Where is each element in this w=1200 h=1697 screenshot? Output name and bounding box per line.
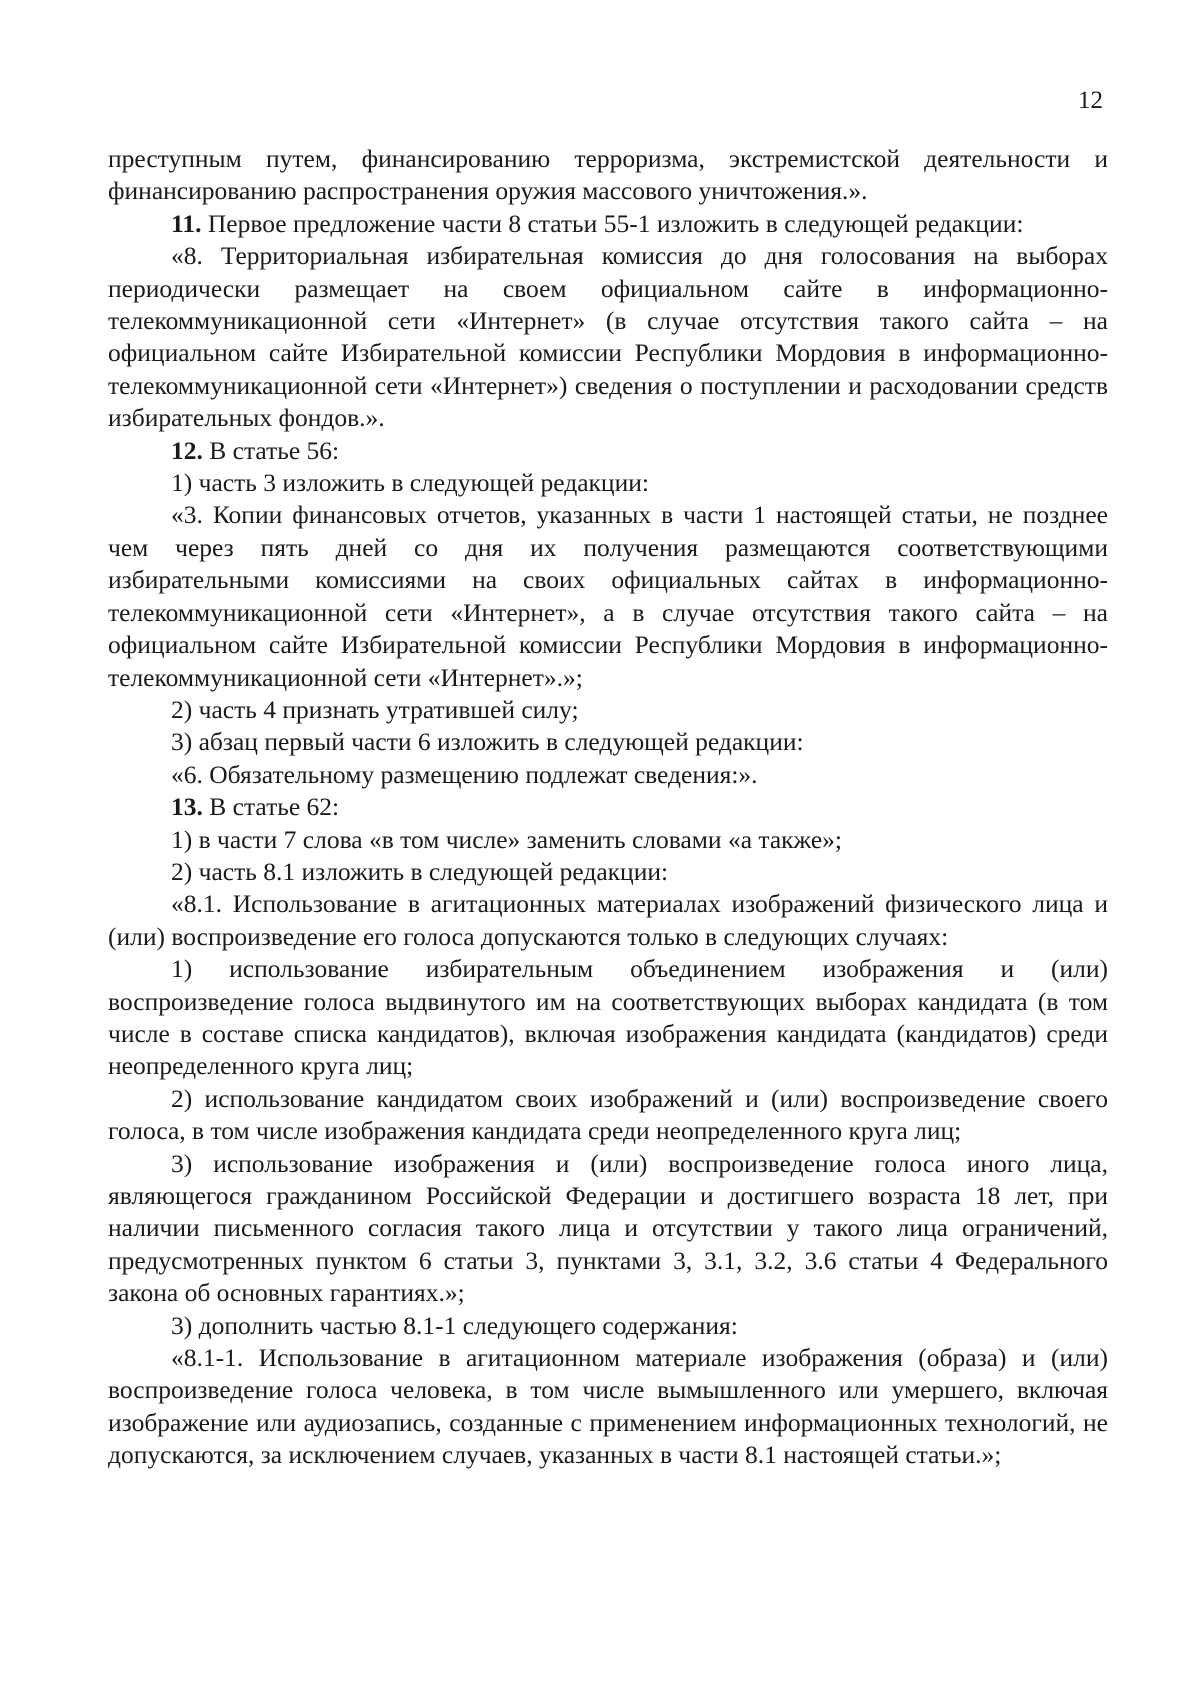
paragraph-text: Первое предложение части 8 статьи 55-1 изложить в следующей редакции: [201, 208, 1024, 238]
paragraph: 3) абзац первый части 6 изложить в следующей редакции: [171, 727, 804, 757]
paragraph: «8.1. Использование в агитационных материалах изображений физического лица и (или) воспроизведение его голоса допускаются только в следующих случаях: [108, 889, 1108, 951]
paragraph: «8.1-1. Использование в агитационном материале изображения (образа) и (или) воспроизведение голоса человека, в том числе вымышленного или умершего, включая изображение или аудиозапись, созданные с применением информационных технологий, не допускаются, за исключением случаев, указанных в части 8.1 настоящей статьи.»; [108, 1343, 1108, 1470]
paragraph: 1) в части 7 слова «в том числе» заменить словами «а также»; [171, 824, 842, 854]
paragraph: 1) использование избирательным объединением изображения и (или) воспроизведение голоса выдвинутого им на соответствующих выборах кандидата (в том числе в составе списка кандидатов), включая изображения кандидата (кандидатов) среди неопределенного круга лиц; [108, 954, 1108, 1081]
paragraph: 2) часть 4 признать утратившей силу; [171, 694, 579, 724]
page-number: 12 [1078, 87, 1103, 114]
paragraph: 3) использование изображения и (или) воспроизведение голоса иного лица, являющегося гражданином Российской Федерации и достигшего возраста 18 лет, при наличии письменного согласия такого лица и отсутствии у такого лица ограничений, предусмотренных пунктом 6 статьи 3, пунктами 3, 3.1, 3.2, 3.6 статьи 4 Федерального закона об основных гарантиях.»; [108, 1148, 1108, 1308]
paragraph-text: В статье 56: [202, 435, 340, 465]
item-number: 11. [171, 208, 202, 238]
paragraph [108, 208, 1108, 240]
paragraph: преступным путем, финансированию терроризма, экстремистской деятельности и финансированию распространения оружия массового уничтожения.». [108, 144, 1108, 206]
document-body [108, 143, 1108, 1472]
paragraph [108, 791, 1108, 823]
item-number: 13. [171, 792, 203, 822]
paragraph: «6. Обязательному размещению подлежат сведения:». [171, 759, 758, 789]
paragraph-text: В статье 62: [202, 792, 340, 822]
paragraph: 2) часть 8.1 изложить в следующей редакции: [171, 856, 669, 886]
paragraph: «3. Копии финансовых отчетов, указанных в части 1 настоящей статьи, не позднее чем через пять дней со дня их получения размещаются соответствующими избирательными комиссиями на своих официальных сайтах в информационно-телекоммуникационной сети «Интернет», а в случае отсутствия такого сайта – на официальном сайте Избирательной комиссии Республики Мордовия в информационно-телекоммуникационной сети «Интернет».»; [108, 500, 1108, 692]
paragraph: 3) дополнить частью 8.1-1 следующего содержания: [171, 1310, 738, 1340]
paragraph: 2) использование кандидатом своих изображений и (или) воспроизведение своего голоса, в том числе изображения кандидата среди неопределенного круга лиц; [108, 1083, 1108, 1146]
paragraph [108, 435, 1108, 467]
paragraph: 1) часть 3 изложить в следующей редакции: [171, 468, 649, 498]
paragraph: «8. Территориальная избирательная комиссия до дня голосования на выборах периодически размещает на своем официальном сайте в информационно-телекоммуникационной сети «Интернет» (в случае отсутствия такого сайта – на официальном сайте Избирательной комиссии Республики Мордовия в информационно-телекоммуникационной сети «Интернет») сведения о поступлении и расходовании средств избирательных фондов.». [108, 241, 1108, 433]
item-number: 12. [171, 435, 203, 465]
